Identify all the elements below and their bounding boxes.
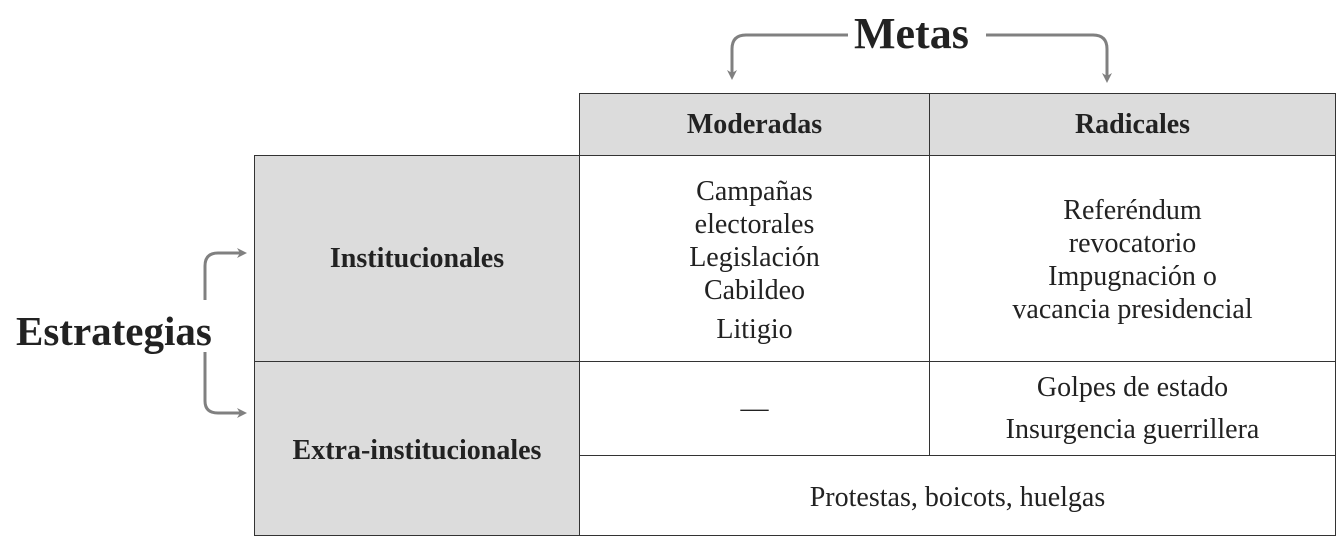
cell-text-line: Legislación [689,242,820,273]
row-header-institutional-label: Institucionales [329,242,505,274]
column-header-radical-label: Radicales [1074,108,1191,140]
cell-text-line: Insurgencia guerrillera [1005,413,1260,445]
cell-institutional-moderate [579,155,930,362]
cell-text-line: vacancia presidencial [1012,293,1253,325]
cell-text-line: Referéndum [1063,194,1202,226]
goals-title: Metas [854,9,969,58]
cell-extra-shared [579,455,1336,536]
cell-text-line: revocatorio [1068,227,1197,259]
row-header-extra-institutional-label: Extra-institucionales [292,434,542,466]
strategies-title: Estrategias [16,308,212,354]
cell-text-line: Cabildeo [703,275,806,306]
cell-extra-moderate [579,361,930,456]
cell-text-line: Golpes de estado [1036,371,1229,403]
cell-text-line: electorales [694,209,815,240]
arrow-estrategias-to-extra [205,352,243,413]
column-header-moderate [579,93,930,156]
cell-text-line: Impugnación o [1048,260,1217,292]
cell-text-line: Campañas [696,176,813,207]
arrow-metas-to-radicales [986,35,1107,79]
cell-text-line: Litigio [716,314,793,345]
row-header-institutional [254,155,580,362]
cell-text-line: Protestas, boicots, huelgas [809,482,1106,513]
cell-institutional-radical [929,155,1336,362]
column-header-radical [929,93,1336,156]
column-header-moderate-label: Moderadas [686,108,823,140]
cell-extra-radical [929,361,1336,456]
cell-text-line: — [740,393,769,424]
arrow-estrategias-to-institucionales [205,253,243,300]
row-header-extra-institutional [254,361,580,536]
arrow-metas-to-moderadas [732,35,848,76]
